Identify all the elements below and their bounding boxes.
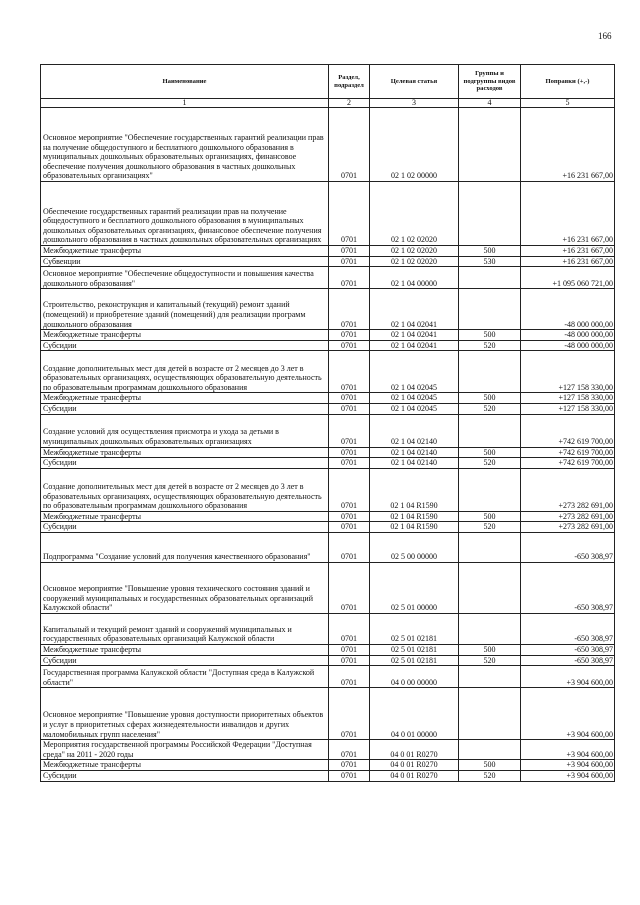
row-target: 02 1 04 02041 — [370, 289, 459, 330]
column-number: 2 — [329, 99, 370, 108]
row-target: 04 0 01 00000 — [370, 688, 459, 740]
row-amount: +742 619 700,00 — [521, 414, 615, 447]
row-section: 0701 — [329, 613, 370, 644]
row-amount: +273 282 691,00 — [521, 522, 615, 533]
row-group — [459, 108, 521, 182]
row-name: Создание условий для осуществления присмотра и ухода за детьми в муниципальных дошкольных образовательных организациях — [41, 414, 329, 447]
row-name: Межбюджетные трансферты — [41, 246, 329, 257]
header-amount: Поправки (+,-) — [521, 65, 615, 99]
row-group — [459, 688, 521, 740]
row-name: Строительство, реконструкция и капитальный (текущий) ремонт зданий (помещений) и приобретение зданий (помещений) для реализации программ дошкольного образования — [41, 289, 329, 330]
row-section: 0701 — [329, 532, 370, 562]
table-row — [41, 655, 615, 666]
table-row — [41, 403, 615, 414]
row-amount: -650 308,97 — [521, 532, 615, 562]
row-section: 0701 — [329, 393, 370, 404]
row-amount: +273 282 691,00 — [521, 468, 615, 511]
row-name: Создание дополнительных мест для детей в возрасте от 2 месяцев до 3 лет в образовательных организациях, осуществляющих образовательную деятельность по образовательным программам дошкольного образования — [41, 468, 329, 511]
table-row — [41, 760, 615, 771]
row-target: 02 1 04 02041 — [370, 330, 459, 341]
header-name: Наименование — [41, 65, 329, 99]
table-row — [41, 644, 615, 655]
table-row — [41, 330, 615, 341]
row-amount: +3 904 600,00 — [521, 740, 615, 760]
row-amount: +16 231 667,00 — [521, 108, 615, 182]
row-name: Межбюджетные трансферты — [41, 447, 329, 458]
row-section: 0701 — [329, 760, 370, 771]
table-row — [41, 289, 615, 330]
column-number: 3 — [370, 99, 459, 108]
row-name: Межбюджетные трансферты — [41, 393, 329, 404]
row-group — [459, 351, 521, 393]
row-group: 520 — [459, 522, 521, 533]
table-row — [41, 447, 615, 458]
row-target: 02 1 02 00000 — [370, 108, 459, 182]
row-amount: +742 619 700,00 — [521, 458, 615, 469]
row-target: 02 1 04 00000 — [370, 267, 459, 289]
table-row — [41, 511, 615, 522]
table-row — [41, 393, 615, 404]
row-target: 04 0 01 R0270 — [370, 770, 459, 781]
row-section: 0701 — [329, 740, 370, 760]
row-amount: -650 308,97 — [521, 655, 615, 666]
row-group: 500 — [459, 447, 521, 458]
row-amount: +16 231 667,00 — [521, 256, 615, 267]
row-group: 520 — [459, 458, 521, 469]
row-amount: +1 095 060 721,00 — [521, 267, 615, 289]
row-section: 0701 — [329, 458, 370, 469]
row-amount: -650 308,97 — [521, 562, 615, 613]
table-row — [41, 246, 615, 257]
row-group: 520 — [459, 403, 521, 414]
table-row — [41, 613, 615, 644]
row-group: 520 — [459, 340, 521, 351]
row-section: 0701 — [329, 108, 370, 182]
row-name: Основное мероприятие "Обеспечение общедоступности и повышения качества дошкольного образования" — [41, 267, 329, 289]
row-section: 0701 — [329, 330, 370, 341]
row-group: 500 — [459, 644, 521, 655]
table-row — [41, 666, 615, 688]
row-name: Государственная программа Калужской области "Доступная среда в Калужской области" — [41, 666, 329, 688]
row-name: Основное мероприятие "Повышение уровня доступности приоритетных объектов и услуг в приоритетных сферах жизнедеятельности инвалидов и других маломобильных групп населения" — [41, 688, 329, 740]
row-name: Межбюджетные трансферты — [41, 644, 329, 655]
row-section: 0701 — [329, 246, 370, 257]
table-row — [41, 770, 615, 781]
table-row — [41, 532, 615, 562]
row-section: 0701 — [329, 289, 370, 330]
table-row — [41, 688, 615, 740]
row-target: 02 5 00 00000 — [370, 532, 459, 562]
row-name: Межбюджетные трансферты — [41, 511, 329, 522]
header-groups: Группы и подгруппы видов расходов — [459, 65, 521, 99]
row-name: Основное мероприятие "Повышение уровня технического состояния зданий и сооружений муниципальных и государственных образовательных организаций Калужской области" — [41, 562, 329, 613]
table-row — [41, 562, 615, 613]
row-section: 0701 — [329, 688, 370, 740]
row-amount: +742 619 700,00 — [521, 447, 615, 458]
row-amount: +127 158 330,00 — [521, 351, 615, 393]
table-row — [41, 740, 615, 760]
table-row — [41, 468, 615, 511]
table-row — [41, 414, 615, 447]
column-number: 5 — [521, 99, 615, 108]
row-target: 02 5 01 00000 — [370, 562, 459, 613]
row-name: Субсидии — [41, 770, 329, 781]
table-row — [41, 182, 615, 246]
row-section: 0701 — [329, 666, 370, 688]
row-section: 0701 — [329, 267, 370, 289]
row-section: 0701 — [329, 522, 370, 533]
row-target: 04 0 01 R0270 — [370, 740, 459, 760]
row-amount: -48 000 000,00 — [521, 289, 615, 330]
row-target: 04 0 01 R0270 — [370, 760, 459, 771]
column-number-row — [41, 99, 615, 108]
row-target: 02 1 04 02140 — [370, 458, 459, 469]
row-section: 0701 — [329, 403, 370, 414]
row-group — [459, 740, 521, 760]
row-section: 0701 — [329, 414, 370, 447]
row-group — [459, 532, 521, 562]
row-group: 500 — [459, 330, 521, 341]
row-amount: +3 904 600,00 — [521, 760, 615, 771]
row-name: Межбюджетные трансферты — [41, 760, 329, 771]
row-amount: -48 000 000,00 — [521, 330, 615, 341]
row-section: 0701 — [329, 655, 370, 666]
row-amount: +127 158 330,00 — [521, 403, 615, 414]
row-amount: +3 904 600,00 — [521, 770, 615, 781]
row-group — [459, 666, 521, 688]
row-amount: -650 308,97 — [521, 644, 615, 655]
row-name: Обеспечение государственных гарантий реализации прав на получение общедоступного и бесплатного дошкольного образования в муниципальных дошкольных образовательных организациях, финансовое обеспечение получения дошкольного образования в частных дошкольных образовательных организациях — [41, 182, 329, 246]
row-group: 530 — [459, 256, 521, 267]
table-header-row — [41, 65, 615, 99]
row-name: Субсидии — [41, 403, 329, 414]
row-group — [459, 468, 521, 511]
table-row — [41, 267, 615, 289]
table-row — [41, 340, 615, 351]
row-amount: +16 231 667,00 — [521, 246, 615, 257]
row-group: 500 — [459, 760, 521, 771]
row-target: 02 1 02 02020 — [370, 256, 459, 267]
row-group — [459, 562, 521, 613]
table-row — [41, 458, 615, 469]
row-target: 02 5 01 02181 — [370, 644, 459, 655]
row-section: 0701 — [329, 182, 370, 246]
row-amount: +3 904 600,00 — [521, 666, 615, 688]
row-group — [459, 289, 521, 330]
row-amount: +16 231 667,00 — [521, 182, 615, 246]
column-number: 4 — [459, 99, 521, 108]
row-target: 02 5 01 02181 — [370, 655, 459, 666]
row-target: 02 1 04 02045 — [370, 351, 459, 393]
row-section: 0701 — [329, 447, 370, 458]
row-section: 0701 — [329, 770, 370, 781]
row-amount: +273 282 691,00 — [521, 511, 615, 522]
header-section: Раздел, подраздел — [329, 65, 370, 99]
row-name: Субсидии — [41, 522, 329, 533]
row-group — [459, 267, 521, 289]
row-group — [459, 182, 521, 246]
row-section: 0701 — [329, 351, 370, 393]
row-group: 500 — [459, 246, 521, 257]
row-amount: -650 308,97 — [521, 613, 615, 644]
row-name: Межбюджетные трансферты — [41, 330, 329, 341]
row-target: 02 1 04 02045 — [370, 393, 459, 404]
row-target: 02 1 04 02140 — [370, 414, 459, 447]
table-row — [41, 351, 615, 393]
row-target: 02 1 04 02140 — [370, 447, 459, 458]
row-group: 520 — [459, 655, 521, 666]
budget-amendments-table — [40, 64, 615, 782]
row-name: Капитальный и текущий ремонт зданий и сооружений муниципальных и государственных образовательных организаций Калужской области — [41, 613, 329, 644]
row-target: 02 1 04 02041 — [370, 340, 459, 351]
row-section: 0701 — [329, 562, 370, 613]
row-group — [459, 414, 521, 447]
page-number: 166 — [598, 31, 612, 41]
row-target: 02 1 04 R1590 — [370, 522, 459, 533]
row-group — [459, 613, 521, 644]
row-amount: +127 158 330,00 — [521, 393, 615, 404]
row-target: 02 1 02 02020 — [370, 246, 459, 257]
row-name: Субсидии — [41, 340, 329, 351]
row-section: 0701 — [329, 340, 370, 351]
row-section: 0701 — [329, 511, 370, 522]
row-target: 02 1 04 02045 — [370, 403, 459, 414]
row-name: Подпрограмма "Создание условий для получения качественного образования" — [41, 532, 329, 562]
row-target: 04 0 00 00000 — [370, 666, 459, 688]
header-target: Целевая статья — [370, 65, 459, 99]
row-name: Субсидии — [41, 655, 329, 666]
column-number: 1 — [41, 99, 329, 108]
row-target: 02 1 04 R1590 — [370, 511, 459, 522]
row-name: Субсидии — [41, 458, 329, 469]
row-amount: -48 000 000,00 — [521, 340, 615, 351]
row-name: Субвенции — [41, 256, 329, 267]
row-name: Создание дополнительных мест для детей в возрасте от 2 месяцев до 3 лет в образовательных организациях, осуществляющих образовательную деятельность по образовательным программам дошкольного образования — [41, 351, 329, 393]
row-group: 500 — [459, 511, 521, 522]
row-amount: +3 904 600,00 — [521, 688, 615, 740]
row-section: 0701 — [329, 644, 370, 655]
row-section: 0701 — [329, 468, 370, 511]
row-group: 500 — [459, 393, 521, 404]
row-group: 520 — [459, 770, 521, 781]
table-row — [41, 522, 615, 533]
table-row — [41, 108, 615, 182]
row-target: 02 5 01 02181 — [370, 613, 459, 644]
row-name: Мероприятия государственной программы Российской Федерации "Доступная среда" на 2011 - 2020 годы — [41, 740, 329, 760]
table-row — [41, 256, 615, 267]
row-section: 0701 — [329, 256, 370, 267]
row-target: 02 1 02 02020 — [370, 182, 459, 246]
row-name: Основное мероприятие "Обеспечение государственных гарантий реализации прав на получение общедоступного и бесплатного дошкольного образования в муниципальных дошкольных образовательных организациях, финансовое обеспечение получения дошкольного образования в частных дошкольных образовательных организациях" — [41, 108, 329, 182]
row-target: 02 1 04 R1590 — [370, 468, 459, 511]
